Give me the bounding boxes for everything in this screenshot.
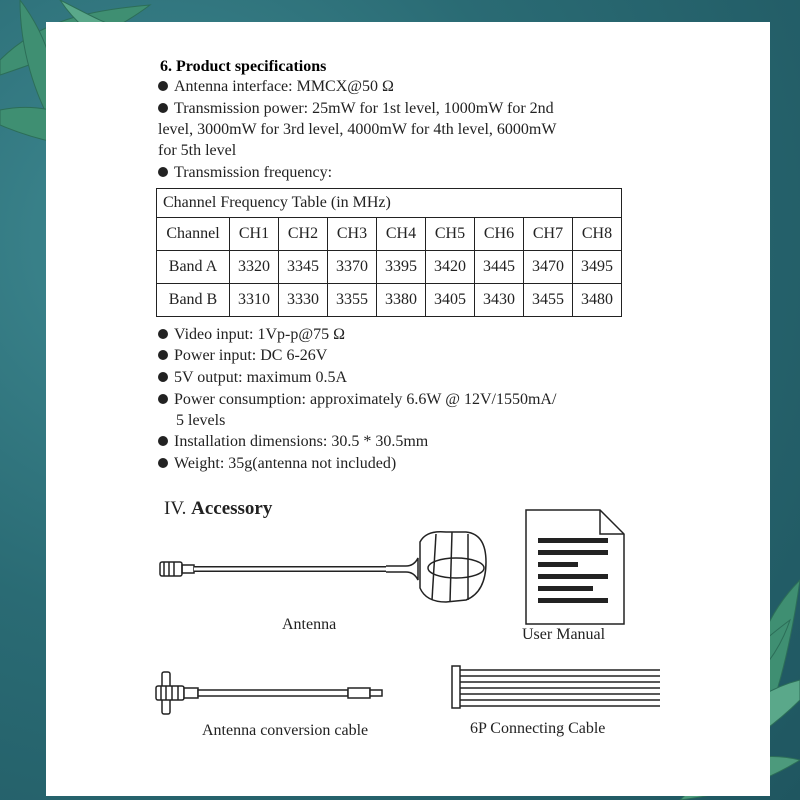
spec-power-consumption: Power consumption: approximately 6.6W @ 12V/1550mA/: [158, 391, 556, 409]
bullet-icon: [158, 436, 168, 446]
table-cell: 3395: [377, 251, 426, 284]
bullet-icon: [158, 394, 168, 404]
table-cell: 3430: [475, 284, 524, 317]
table-header-cell: CH2: [279, 218, 328, 251]
accessory-title: Accessory: [191, 498, 273, 519]
spec-tx-power-cont2: for 5th level: [158, 142, 237, 159]
table-header-cell: CH3: [328, 218, 377, 251]
table-cell: 3310: [230, 284, 279, 317]
bullet-icon: [158, 167, 168, 177]
spec-5v-output: 5V output: maximum 0.5A: [158, 369, 347, 387]
spec-tx-power: Transmission power: 25mW for 1st level, 1000mW for 2nd: [158, 100, 554, 118]
spec-weight: Weight: 35g(antenna not included): [158, 455, 396, 473]
accessory-numeral: IV.: [164, 498, 187, 519]
table-header-row: [157, 218, 622, 251]
conversion-cable-label: Antenna conversion cable: [202, 722, 369, 739]
table-cell: 3470: [524, 251, 573, 284]
spec-power-input: Power input: DC 6-26V: [158, 347, 327, 365]
antenna-icon: [156, 522, 496, 622]
table-cell: 3480: [573, 284, 622, 317]
spec-antenna-interface: Antenna interface: MMCX@50 Ω: [158, 78, 394, 96]
bullet-icon: [158, 81, 168, 91]
user-manual-icon: [524, 508, 626, 626]
connecting-cable-icon: [450, 662, 670, 712]
table-cell: 3405: [426, 284, 475, 317]
table-cell: 3420: [426, 251, 475, 284]
table-cell: Band A: [157, 251, 230, 284]
table-cell: 3370: [328, 251, 377, 284]
table-row: [157, 251, 622, 284]
table-cell: 3320: [230, 251, 279, 284]
spec-video-input: Video input: 1Vp-p@75 Ω: [158, 326, 345, 344]
table-header-cell: CH7: [524, 218, 573, 251]
spec-power-consumption-cont: 5 levels: [176, 412, 226, 429]
spec-heading: 6. Product specifications: [160, 58, 327, 75]
spec-tx-power-cont: level, 3000mW for 3rd level, 4000mW for 4th level, 6000mW: [158, 121, 557, 138]
table-header-cell: CH4: [377, 218, 426, 251]
table-cell: 3355: [328, 284, 377, 317]
bullet-icon: [158, 350, 168, 360]
accessory-heading: [164, 498, 272, 520]
connecting-cable-label: 6P Connecting Cable: [470, 720, 606, 737]
table-cell: 3495: [573, 251, 622, 284]
table-caption: Channel Frequency Table (in MHz): [157, 189, 622, 218]
bullet-icon: [158, 372, 168, 382]
table-header-cell: CH5: [426, 218, 475, 251]
bullet-icon: [158, 329, 168, 339]
table-cell: 3445: [475, 251, 524, 284]
channel-frequency-table: [156, 188, 622, 317]
table-cell: 3330: [279, 284, 328, 317]
table-header-cell: CH1: [230, 218, 279, 251]
table-row: [157, 284, 622, 317]
spec-tx-frequency: Transmission frequency:: [158, 164, 332, 182]
table-cell: Band B: [157, 284, 230, 317]
user-manual-label: User Manual: [522, 626, 606, 643]
table-header-cell: CH8: [573, 218, 622, 251]
bullet-icon: [158, 458, 168, 468]
table-cell: 3455: [524, 284, 573, 317]
table-header-cell: CH6: [475, 218, 524, 251]
table-header-cell: Channel: [157, 218, 230, 251]
table-cell: 3345: [279, 251, 328, 284]
table-cell: 3380: [377, 284, 426, 317]
antenna-label: Antenna: [282, 616, 337, 633]
spec-installation-dimensions: Installation dimensions: 30.5 * 30.5mm: [158, 433, 428, 451]
conversion-cable-icon: [152, 668, 392, 718]
bullet-icon: [158, 103, 168, 113]
